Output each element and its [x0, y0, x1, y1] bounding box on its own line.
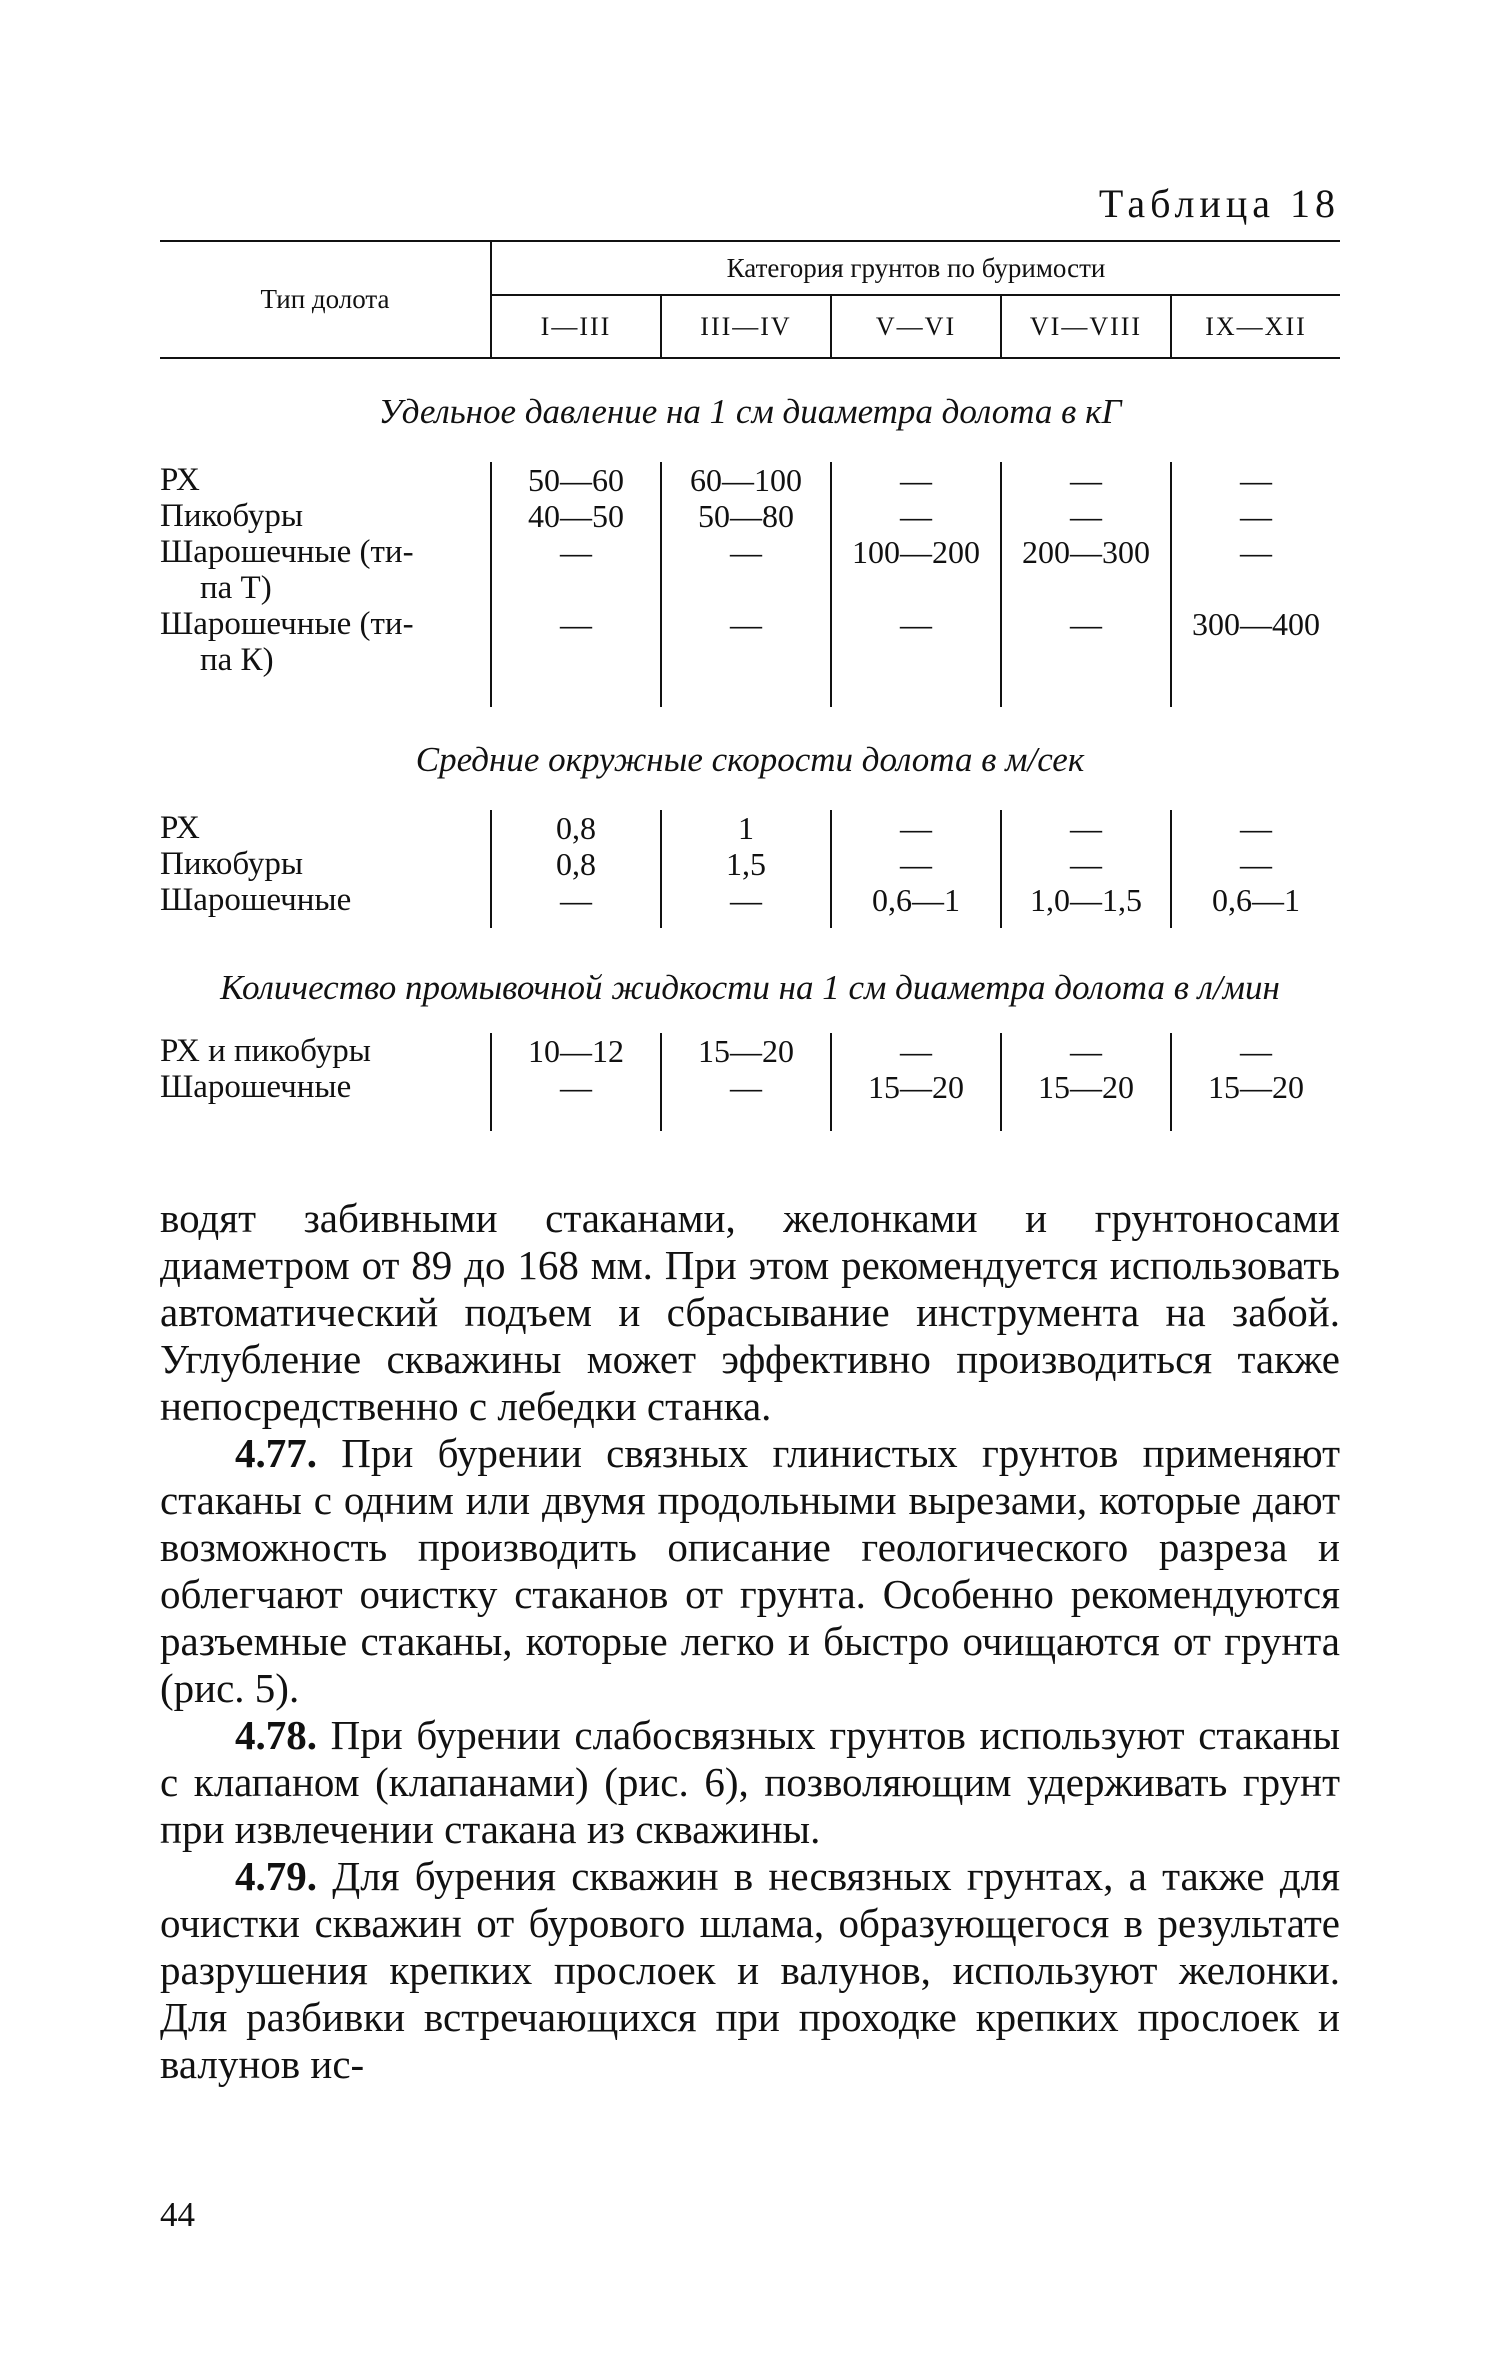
value-columns [490, 462, 1340, 707]
value-column [1000, 810, 1170, 928]
value-column [1170, 462, 1340, 707]
row-name: РХ и пикобуры [160, 1033, 371, 1069]
row-name: Шарошечные [160, 1069, 352, 1105]
value-column [830, 810, 1000, 928]
table-cell: — [900, 846, 932, 882]
table-cell: — [730, 534, 762, 570]
table-cell: 1,0—1,5 [1030, 882, 1142, 918]
row-names [160, 1033, 490, 1105]
value-column [830, 462, 1000, 707]
table-cell: — [560, 534, 592, 570]
row-names [160, 810, 490, 918]
table-caption: Таблица 18 [1098, 181, 1340, 226]
table-cell: 50—80 [698, 498, 794, 534]
value-column [660, 810, 830, 928]
table-header [160, 240, 1340, 359]
paragraph-text: водят забивными стаканами, желонками и грунтоносами диаметром от 89 до 168 мм. При этом рекомендуется использовать автоматический подъем и сбрасывание инструмента на забой. Углубление скважины может эффективно производиться также непосредственно с лебедки станка. [160, 1195, 1340, 1429]
row-name: Шарошечные (ти- [160, 534, 414, 570]
table-cell: 0,6—1 [1212, 882, 1300, 918]
table-section [160, 462, 1340, 707]
table-cell: — [900, 498, 932, 534]
page-number: 44 [160, 2195, 195, 2234]
table-cell: 15—20 [868, 1069, 964, 1105]
table-cell: — [560, 882, 592, 918]
header-bit-type: Тип долота [260, 284, 390, 314]
value-columns [490, 810, 1340, 928]
paragraph-text: При бурении слабосвязных грунтов используют стаканы с клапаном (клапанами) (рис. 6), позволяющим удерживать грунт при извлечении стакана из скважины. [160, 1712, 1340, 1852]
table-cell: 15—20 [1208, 1069, 1304, 1105]
table-cell: 0,6—1 [872, 882, 960, 918]
paragraph-number: 4.78. [235, 1712, 317, 1758]
value-column [1170, 810, 1340, 928]
table-cell: 15—20 [1038, 1069, 1134, 1105]
table-cell: 15—20 [698, 1033, 794, 1069]
table-cell: — [1070, 606, 1102, 642]
table-cell: — [1240, 498, 1272, 534]
table-cell: — [560, 1069, 592, 1105]
table-cell: 10—12 [528, 1033, 624, 1069]
table-cell: — [1070, 498, 1102, 534]
value-column [660, 462, 830, 707]
row-name: Пикобуры [160, 498, 304, 534]
table-cell: — [900, 606, 932, 642]
paragraph [160, 1712, 1340, 1853]
row-name-continuation: па Т) [200, 570, 272, 606]
table-cell: — [1240, 1033, 1272, 1069]
table-cell: — [1240, 462, 1272, 498]
table-cell: 40—50 [528, 498, 624, 534]
row-name: РХ [160, 462, 200, 498]
table-cell: — [1240, 810, 1272, 846]
paragraph-text: При бурении связных глинистых грунтов применяют стаканы с одним или двумя продольными вырезами, которые дают возможность производить описание геологического разреза и облегчают очистку стаканов от грунта. Особенно рекомендуются разъемные стаканы, которые легко и быстро очищаются от грунта (рис. 5). [160, 1430, 1340, 1711]
value-column [830, 1033, 1000, 1131]
section-title: Количество промывочной жидкости на 1 см диаметра долота в л/мин [220, 968, 1280, 1007]
table-cell: — [900, 1033, 932, 1069]
row-name: РХ [160, 810, 200, 846]
value-column [490, 462, 660, 707]
paragraph-number: 4.79. [235, 1853, 317, 1899]
table-cell: — [900, 462, 932, 498]
table-cell: 60—100 [690, 462, 802, 498]
table-section [160, 810, 1340, 928]
header-column: IX—XII [1170, 296, 1340, 357]
table-cell: — [730, 606, 762, 642]
paragraph [160, 1853, 1340, 2088]
table-cell: 0,8 [556, 846, 596, 882]
table-cell: — [1240, 534, 1272, 570]
header-column: I—III [540, 311, 612, 341]
table-cell: — [730, 882, 762, 918]
value-columns [490, 1033, 1340, 1131]
value-column [1170, 1033, 1340, 1131]
table-cell: — [1070, 846, 1102, 882]
header-column: III—IV [660, 296, 830, 357]
section-title: Удельное давление на 1 см диаметра долота в кГ [378, 392, 1122, 431]
value-column [490, 1033, 660, 1131]
row-name: Шарошечные (ти- [160, 606, 414, 642]
paragraph-text: Для бурения скважин в несвязных грунтах, а также для очистки скважин от бурового шлама, образующегося в результате разрушения крепких прослоек и валунов, используют желонки. Для разбивки встречающихся при проходке крепких прослоек и валунов ис- [160, 1853, 1340, 2087]
header-column: V—VI [830, 296, 1000, 357]
value-column [490, 810, 660, 928]
value-column [1000, 1033, 1170, 1131]
table-cell: — [1070, 1033, 1102, 1069]
table-cell: 0,8 [556, 810, 596, 846]
table-cell: — [730, 1069, 762, 1105]
table-cell: 1,5 [726, 846, 766, 882]
table-cell: 200—300 [1022, 534, 1150, 570]
table-section [160, 1033, 1340, 1131]
table-cell: — [1240, 846, 1272, 882]
row-names [160, 462, 490, 678]
body-text [160, 1195, 1340, 2088]
paragraph [160, 1430, 1340, 1712]
paragraph-number: 4.77. [235, 1430, 317, 1476]
header-column: VI—VIII [1000, 296, 1170, 357]
row-name: Пикобуры [160, 846, 304, 882]
value-column [660, 1033, 830, 1131]
header-category-columns [492, 296, 1340, 357]
row-name-continuation: па К) [200, 642, 274, 678]
section-title: Средние окружные скорости долота в м/сек [415, 740, 1085, 779]
table-cell: 100—200 [852, 534, 980, 570]
row-name: Шарошечные [160, 882, 352, 918]
value-column [1000, 462, 1170, 707]
table-cell: — [560, 606, 592, 642]
table-cell: — [1070, 462, 1102, 498]
table-cell: — [900, 810, 932, 846]
table-cell: — [1070, 810, 1102, 846]
table-cell: 300—400 [1192, 606, 1320, 642]
paragraph [160, 1195, 1340, 1430]
table-cell: 1 [738, 810, 754, 846]
header-soil-category: Категория грунтов по буримости [492, 242, 1340, 296]
table-cell: 50—60 [528, 462, 624, 498]
